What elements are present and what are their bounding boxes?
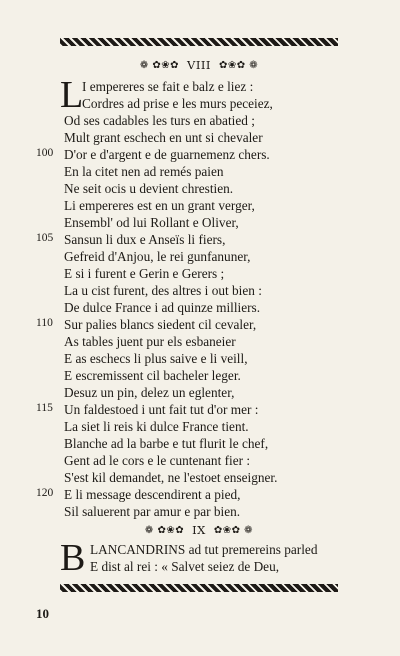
- verse-line: Sur palies blancs siedent cil cevaler,: [64, 317, 257, 332]
- verse-line: Gefreid d'Anjou, le rei gunfanuner,: [64, 249, 251, 264]
- verse-line: E escremissent cil bacheler leger.: [64, 368, 241, 383]
- verse-line: I empereres se fait e balz e liez :: [82, 79, 254, 94]
- line-number: 105: [36, 232, 54, 244]
- line-number: 115: [36, 402, 53, 414]
- verse-line: E li message descendirent a pied,: [64, 487, 241, 502]
- bottom-ornamental-band: [60, 584, 338, 592]
- verse-line: La siet li reis ki dulce France tient.: [64, 419, 249, 434]
- verse-line: Blanche ad la barbe e tut flurit le chef,: [64, 436, 269, 451]
- section-heading-ix: [60, 523, 338, 537]
- verse-line: As tables juent pur els esbaneier: [64, 334, 236, 349]
- verse-line: Ne seit ocis u devient chrestien.: [64, 181, 234, 196]
- verse-line: Gent ad le cors e le cuntenant fier :: [64, 453, 251, 468]
- verse-line: E as eschecs li plus saive e li veill,: [64, 351, 248, 366]
- verse-line: Mult grant eschech en unt si chevaler: [64, 130, 263, 145]
- verse-line: S'est kil demandet, ne l'estoet enseigner.: [64, 470, 278, 485]
- ornament-left-icon: ❁ ✿❀✿: [139, 59, 180, 71]
- verse-line: Ensembl' od lui Rollant e Oliver,: [64, 215, 239, 230]
- verse-line: La u cist furent, des altres i out bien :: [64, 283, 262, 298]
- dropcap-b: B: [60, 537, 86, 579]
- verse-line: E dist al rei : « Salvet seiez de Deu,: [90, 559, 280, 574]
- dropcap-l: L: [60, 74, 84, 116]
- verse-line: Sansun li dux e Anseïs li fiers,: [64, 232, 226, 247]
- verse-line: De dulce France i ad quinze milliers.: [64, 300, 261, 315]
- ornament-right-icon: ✿❀✿ ❁: [213, 524, 254, 536]
- verse-line: E si i furent e Gerin e Gerers ;: [64, 266, 225, 281]
- section-heading-viii: [60, 58, 338, 72]
- verse-line: Desuz un pin, delez un eglenter,: [64, 385, 235, 400]
- line-number: 110: [36, 317, 53, 329]
- verse-line: Sil saluerent par amur e par bien.: [64, 504, 241, 519]
- verse-line: Od ses cadables les turs en abatied ;: [64, 113, 255, 128]
- verse-line: Cordres ad prise e les murs peceiez,: [82, 96, 273, 111]
- verse-line: LANCANDRINS ad tut premereins parled: [90, 542, 318, 557]
- section-number: IX: [192, 523, 206, 537]
- section-number: VIII: [187, 58, 211, 72]
- page-number: 10: [36, 606, 49, 621]
- verse-line: Li empereres est en un grant verger,: [64, 198, 255, 213]
- verse-line: Un faldestoed i unt fait tut d'or mer :: [64, 402, 259, 417]
- line-number: 100: [36, 147, 54, 159]
- verse-line: En la citet nen ad remés paien: [64, 164, 224, 179]
- verse-line: D'or e d'argent e de guarnemenz chers.: [64, 147, 270, 162]
- top-ornamental-band: [60, 38, 338, 46]
- line-number: 120: [36, 487, 54, 499]
- ornament-right-icon: ✿❀✿ ❁: [218, 59, 259, 71]
- ornament-left-icon: ❁ ✿❀✿: [144, 524, 185, 536]
